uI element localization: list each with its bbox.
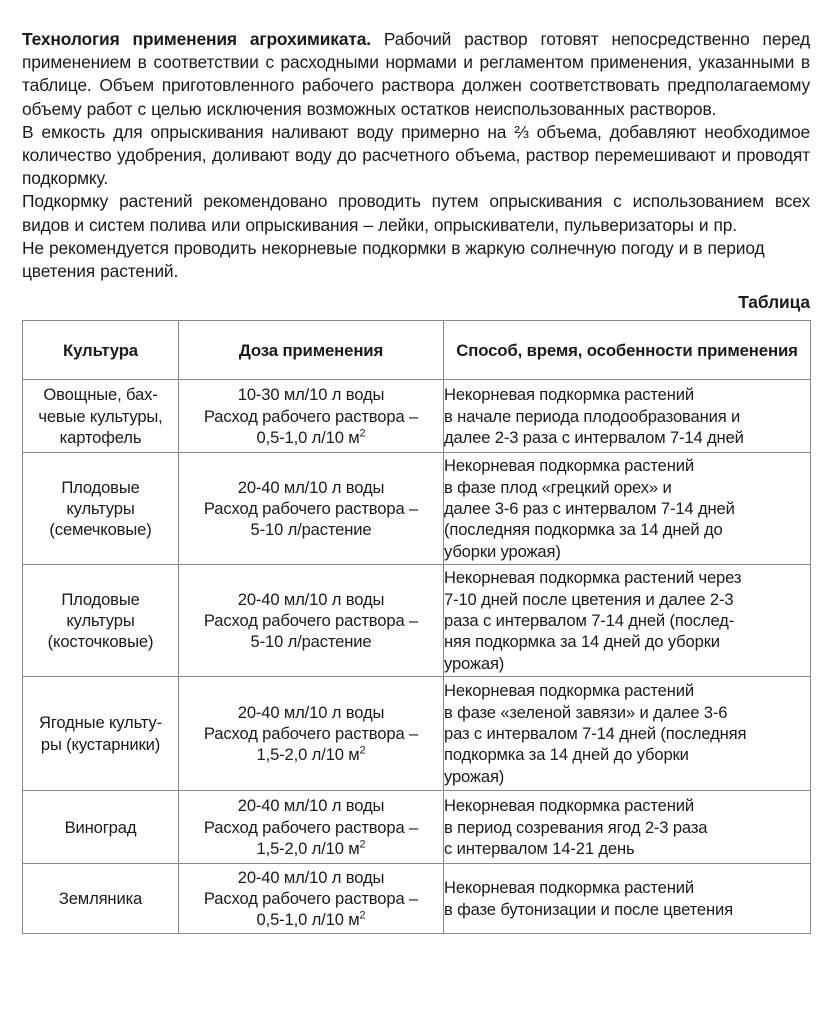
cell-culture-line: Виноград (64, 817, 137, 837)
cell-method-line: в фазе бутонизации и после цветения (444, 899, 733, 919)
cell-culture (23, 791, 179, 864)
cell-method-line: Некорневая подкормка растений (444, 878, 695, 898)
cell-method-line: Некорневая подкормка растений (444, 681, 695, 701)
cell-culture-line: Плодовые (61, 589, 140, 609)
cell-culture-line: культуры (66, 611, 135, 631)
paragraph-1-text: Рабочий раствор готовят непосредственно перед применением в соответствии с расходными нормами и регламентом применения, указанными в таблице. Объем приготовленного рабочего раствора должен соответствовать предполагаемому объему работ с целью исключения возможных остатков неиспользованных растворов. (22, 29, 810, 119)
cell-culture-line: Овощные, бах- (43, 385, 158, 405)
cell-dose (179, 791, 444, 864)
application-rates-table (22, 320, 811, 934)
column-header-culture: Культура (23, 321, 179, 380)
cell-culture (23, 864, 179, 934)
cell-dose-line: Расход рабочего раствора – (203, 724, 419, 744)
cell-method-line: в начале периода плодообразования и (444, 406, 741, 426)
cell-method-line: урожая) (444, 653, 505, 673)
cell-dose-line: Расход рабочего раствора – (203, 611, 419, 631)
cell-culture-line: Ягодные культу- (39, 713, 162, 733)
cell-culture (23, 565, 179, 677)
cell-method-line: уборки урожая) (444, 541, 561, 561)
cell-culture-line: (семечковые) (49, 520, 152, 540)
cell-dose-line: 1,5-2,0 л/10 $м^2$ (256, 838, 366, 858)
unit-exponent: 2 (359, 838, 366, 851)
cell-dose-line: 20-40 мл/10 л воды (237, 702, 385, 722)
cell-culture-line: чевые культуры, (38, 406, 163, 426)
cell-method-line: няя подкормка за 14 дней до уборки (444, 632, 720, 652)
cell-method (444, 380, 811, 453)
cell-dose (179, 380, 444, 453)
cell-method-line: раз с интервалом 7-14 дней (последняя (444, 724, 747, 744)
cell-culture-line: картофель (59, 427, 142, 447)
cell-method-line: далее 2-3 раза с интервалом 7-14 дней (444, 427, 744, 447)
cell-dose (179, 453, 444, 565)
cell-method-line: Некорневая подкормка растений (444, 385, 695, 405)
cell-dose-line: 20-40 мл/10 л воды (237, 589, 385, 609)
cell-method (444, 565, 811, 677)
cell-dose (179, 864, 444, 934)
table-row (23, 864, 811, 934)
cell-culture-line: (косточковые) (47, 632, 154, 652)
table-row (23, 677, 811, 791)
cell-method (444, 677, 811, 791)
cell-culture-line: культуры (66, 499, 135, 519)
paragraph-2: В емкость для опрыскивания наливают воду примерно на ⅔ объема, добавляют необходимое количество удобрения, доливают воду до расчетного объема, раствор перемешивают и проводят подкормку. (22, 121, 810, 189)
table-body (23, 380, 811, 934)
cell-culture-line: ры (кустарники) (40, 734, 161, 754)
cell-method-line: (последняя подкормка за 14 дней до (444, 520, 723, 540)
cell-dose-line: Расход рабочего раствора – (203, 889, 419, 909)
cell-method-line: раза с интервалом 7-14 дней (послед- (444, 611, 735, 631)
cell-culture (23, 677, 179, 791)
cell-dose-line: 0,5-1,0 л/10 $м^2$ (256, 427, 366, 447)
cell-culture (23, 380, 179, 453)
paragraph-3: Подкормку растений рекомендовано проводить путем опрыскивания с использованием всех видов и систем полива или опрыскивания – лейки, опрыскиватели, пульверизаторы и пр. (22, 191, 810, 235)
cell-culture-line: Плодовые (61, 477, 140, 497)
cell-method-line: в фазе «зеленой завязи» и далее 3-6 (444, 702, 728, 722)
section-lead: Технология применения агрохимиката. (22, 29, 371, 49)
cell-dose-line: 1,5-2,0 л/10 $м^2$ (256, 744, 366, 765)
table-header-row (23, 321, 811, 380)
cell-dose-line: Расход рабочего раствора – (203, 406, 419, 426)
body-copy (22, 28, 810, 283)
cell-method-line: урожая) (444, 766, 505, 786)
paragraph-1 (22, 28, 810, 121)
cell-dose (179, 677, 444, 791)
cell-method-line: 7-10 дней после цветения и далее 2-3 (444, 589, 734, 609)
cell-method-line: Некорневая подкормка растений (444, 456, 695, 476)
table-row (23, 380, 811, 453)
cell-dose-line: 20-40 мл/10 л воды (237, 867, 385, 887)
unit-exponent: 2 (359, 427, 366, 440)
cell-dose-line: 20-40 мл/10 л воды (237, 477, 385, 497)
cell-culture (23, 453, 179, 565)
cell-dose-line: 20-40 мл/10 л воды (237, 796, 385, 816)
cell-dose-line: 0,5-1,0 л/10 $м^2$ (256, 909, 366, 930)
table-head (23, 321, 811, 380)
cell-method-line: в период созревания ягод 2-3 раза (444, 817, 708, 837)
cell-method-line: с интервалом 14-21 день (444, 838, 635, 858)
cell-dose-line: 5-10 л/растение (250, 520, 372, 540)
cell-dose-line: 10-30 мл/10 л воды (237, 385, 385, 405)
cell-method-line: Некорневая подкормка растений через (444, 568, 742, 588)
table-caption: Таблица (738, 292, 810, 313)
cell-method-line: далее 3-6 раз с интервалом 7-14 дней (444, 499, 735, 519)
cell-method (444, 864, 811, 934)
cell-method-line: подкормка за 14 дней до уборки (444, 745, 689, 765)
paragraph-4: Не рекомендуется проводить некорневые подкормки в жаркую солнечную погоду и в период цветения растений. (22, 237, 765, 282)
cell-method-line: Некорневая подкормка растений (444, 796, 695, 816)
table-row (23, 565, 811, 677)
unit-exponent: 2 (359, 744, 366, 757)
cell-method-line: в фазе плод «грецкий орех» и (444, 477, 672, 497)
cell-culture-line: Земляника (58, 889, 143, 909)
cell-dose (179, 565, 444, 677)
column-header-dose: Доза применения (179, 321, 444, 380)
table-row (23, 453, 811, 565)
cell-dose-line: Расход рабочего раствора – (203, 499, 419, 519)
unit-exponent: 2 (359, 909, 366, 922)
cell-method (444, 791, 811, 864)
cell-dose-line: 5-10 л/растение (250, 632, 372, 652)
column-header-method: Способ, время, особенности применения (444, 321, 811, 380)
cell-method (444, 453, 811, 565)
table-row (23, 791, 811, 864)
cell-dose-line: Расход рабочего раствора – (203, 817, 419, 837)
